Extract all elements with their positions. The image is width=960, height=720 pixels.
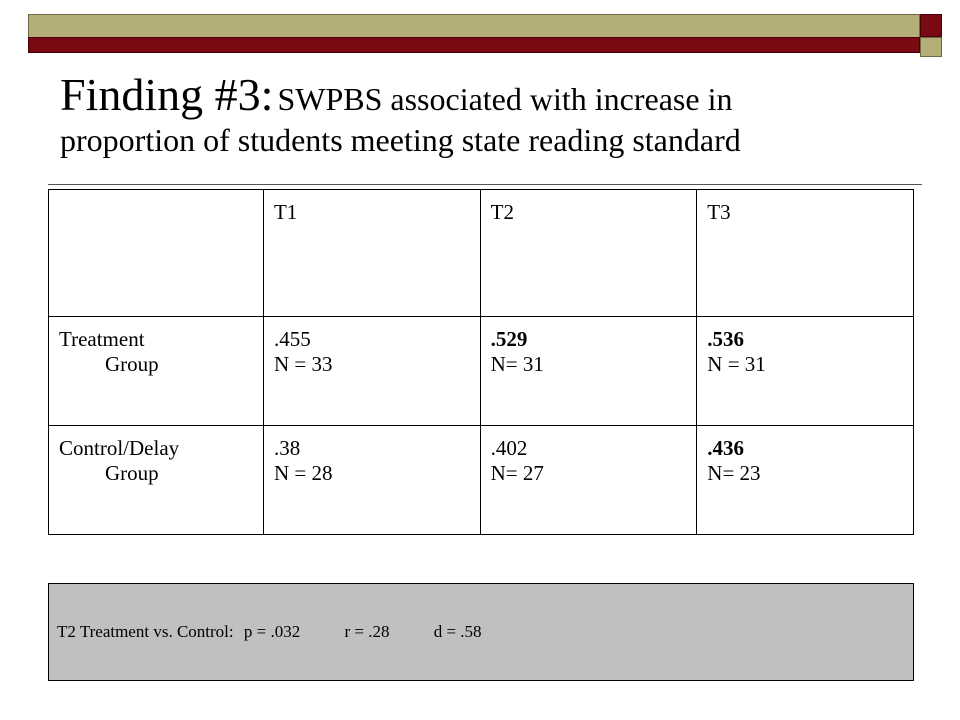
header-cell-t2: T2 bbox=[480, 190, 697, 317]
row-label-line2: Group bbox=[105, 461, 159, 486]
title-divider bbox=[48, 184, 922, 185]
table-header-row bbox=[49, 190, 914, 317]
stats-label: T2 Treatment vs. Control: bbox=[57, 622, 234, 641]
cell-value: .38 bbox=[273, 436, 301, 460]
cell-n: N= 23 bbox=[707, 461, 761, 486]
cell-treatment-t3 bbox=[697, 317, 914, 426]
header-maroon-square bbox=[920, 14, 942, 37]
cell-control-t3 bbox=[697, 426, 914, 535]
cell-n: N= 27 bbox=[490, 461, 544, 486]
cell-n: N = 33 bbox=[273, 352, 333, 377]
results-table bbox=[48, 189, 914, 535]
slide-title bbox=[60, 69, 940, 158]
cell-treatment-t2 bbox=[480, 317, 697, 426]
stats-p-value: p = .032 bbox=[243, 622, 301, 641]
header-maroon-bar bbox=[28, 37, 920, 53]
cell-value: .436 bbox=[707, 436, 745, 460]
cell-treatment-t1 bbox=[263, 317, 480, 426]
table-row-treatment bbox=[49, 317, 914, 426]
stats-d-value: d = .58 bbox=[433, 622, 482, 641]
row-label-treatment bbox=[49, 317, 264, 426]
title-rest: SWPBS associated with increase in bbox=[277, 81, 733, 117]
stats-r-value: r = .28 bbox=[344, 622, 390, 641]
header-cell-empty bbox=[49, 190, 264, 317]
cell-n: N= 31 bbox=[490, 352, 544, 377]
title-line2: proportion of students meeting state reading standard bbox=[60, 122, 741, 158]
stats-summary-box bbox=[48, 583, 914, 681]
header-cell-t1: T1 bbox=[263, 190, 480, 317]
row-label-line1: Treatment bbox=[59, 327, 145, 351]
cell-control-t1 bbox=[263, 426, 480, 535]
row-label-line1: Control/Delay bbox=[59, 436, 180, 460]
title-lead: Finding #3: bbox=[60, 69, 274, 120]
cell-n: N = 31 bbox=[707, 352, 766, 377]
cell-n: N = 28 bbox=[273, 461, 333, 486]
header-olive-square bbox=[920, 37, 942, 57]
header-cell-t3: T3 bbox=[697, 190, 914, 317]
cell-control-t2 bbox=[480, 426, 697, 535]
row-label-control bbox=[49, 426, 264, 535]
cell-value: .402 bbox=[490, 436, 528, 460]
table-row-control bbox=[49, 426, 914, 535]
cell-value: .536 bbox=[707, 327, 745, 351]
cell-value: .529 bbox=[490, 327, 528, 351]
row-label-line2: Group bbox=[105, 352, 159, 377]
cell-value: .455 bbox=[273, 327, 311, 351]
